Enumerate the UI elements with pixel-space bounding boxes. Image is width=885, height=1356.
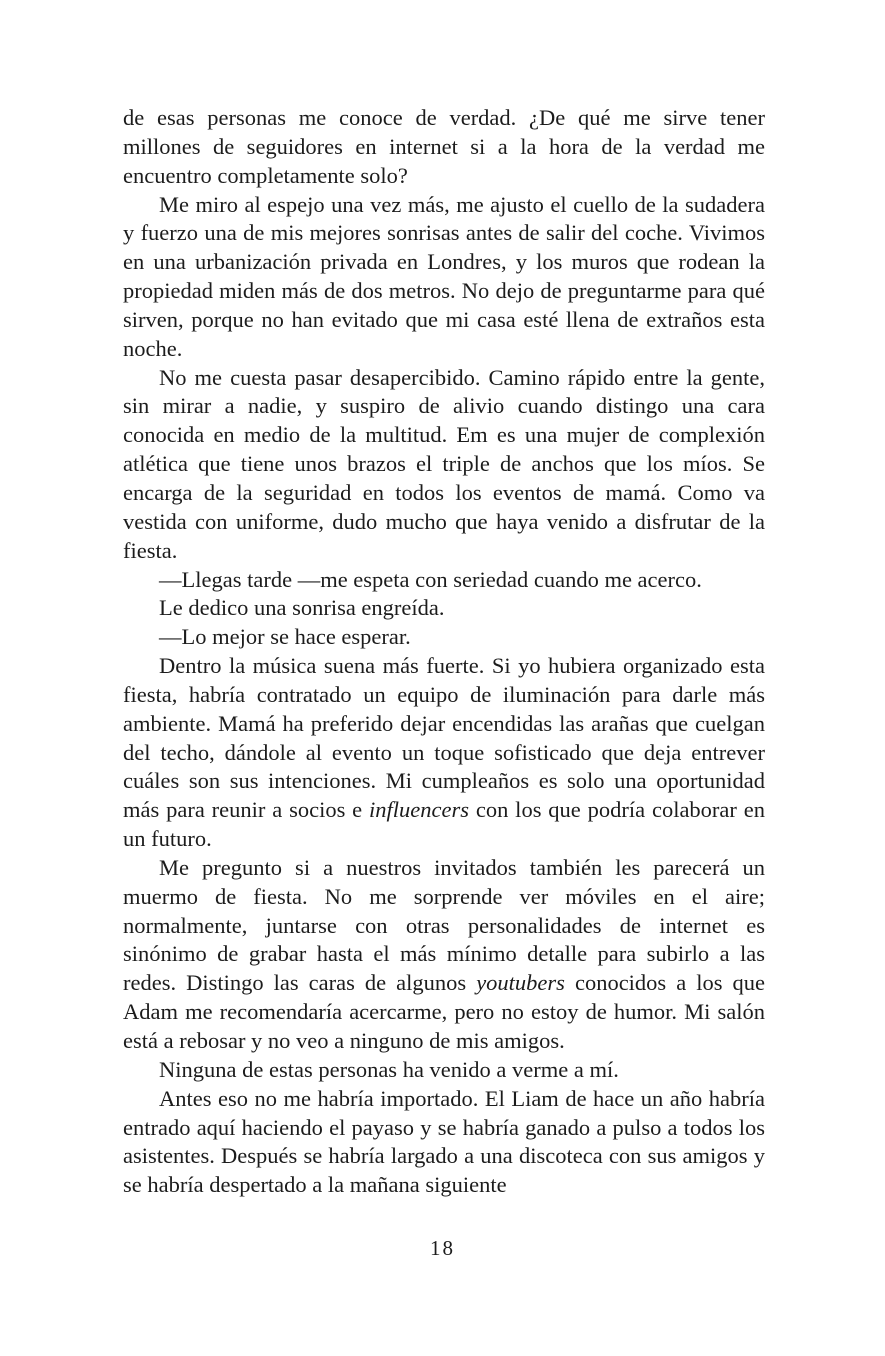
body-text <box>123 104 765 1200</box>
italic-term: youtubers <box>476 970 565 996</box>
italic-term: influencers <box>369 797 469 823</box>
paragraph <box>123 652 765 854</box>
text-run: Le dedico una sonrisa engreída. <box>159 595 445 621</box>
text-run: Me pregunto si a nuestros invitados también les parecerá un muermo de fiesta. No me sorprende ver móviles en el aire; normalmente, juntarse con otras personalidades de internet es sinónimo de grabar hasta el más mínimo detalle para subirlo a las redes. Distingo las caras de algunos <box>123 854 765 996</box>
page-number: 18 <box>430 1236 455 1260</box>
paragraph <box>123 191 765 364</box>
paragraph <box>123 1085 765 1200</box>
text-run: No me cuesta pasar desapercibido. Camino rápido entre la gente, sin mirar a nadie, y suspiro de alivio cuando distingo una cara conocida en medio de la multitud. Em es una mujer de complexión atlética que tiene unos brazos el triple de anchos que los míos. Se encarga de la seguridad en todos los eventos de mamá. Como va vestida con uniforme, dudo mucho que haya venido a disfrutar de la fiesta. <box>123 364 765 563</box>
text-run: —Llegas tarde —me espeta con seriedad cuando me acerco. <box>159 566 702 592</box>
paragraph <box>123 623 765 652</box>
text-run: de esas personas me conoce de verdad. ¿De qué me sirve tener millones de seguidores en internet si a la hora de la verdad me encuentro completamente solo? <box>123 105 765 188</box>
text-run: Dentro la música suena más fuerte. Si yo hubiera organizado esta fiesta, habría contratado un equipo de iluminación para darle más ambiente. Mamá ha preferido dejar encendidas las arañas que cuelgan del techo, dándole al evento un toque sofisticado que deja entrever cuáles son sus intenciones. Mi cumpleaños es solo una oportunidad más para reunir a socios e <box>123 653 765 823</box>
paragraph <box>123 854 765 1056</box>
text-run: Me miro al espejo una vez más, me ajusto el cuello de la sudadera y fuerzo una de mis mejores sonrisas antes de salir del coche. Vivimos en una urbanización privada en Londres, y los muros que rodean la propiedad miden más de dos metros. No dejo de preguntarme para qué sirven, porque no han evitado que mi casa esté llena de extraños esta noche. <box>123 191 765 361</box>
paragraph <box>123 104 765 191</box>
paragraph <box>123 1056 765 1085</box>
text-run: con los que podría colaborar en un futuro. <box>123 797 765 852</box>
paragraph <box>123 364 765 566</box>
text-run: Ninguna de estas personas ha venido a verme a mí. <box>159 1056 619 1082</box>
text-run: —Lo mejor se hace esperar. <box>159 624 411 650</box>
paragraph <box>123 566 765 595</box>
paragraph <box>123 594 765 623</box>
text-run: conocidos a los que Adam me recomendaría acercarme, pero no estoy de humor. Mi salón está a rebosar y no veo a ninguno de mis amigos. <box>123 970 765 1053</box>
text-run: Antes eso no me habría importado. El Liam de hace un año habría entrado aquí haciendo el payaso y se habría ganado a pulso a todos los asistentes. Después se habría largado a una discoteca con sus amigos y se habría despertado a la mañana siguiente <box>123 1085 765 1198</box>
